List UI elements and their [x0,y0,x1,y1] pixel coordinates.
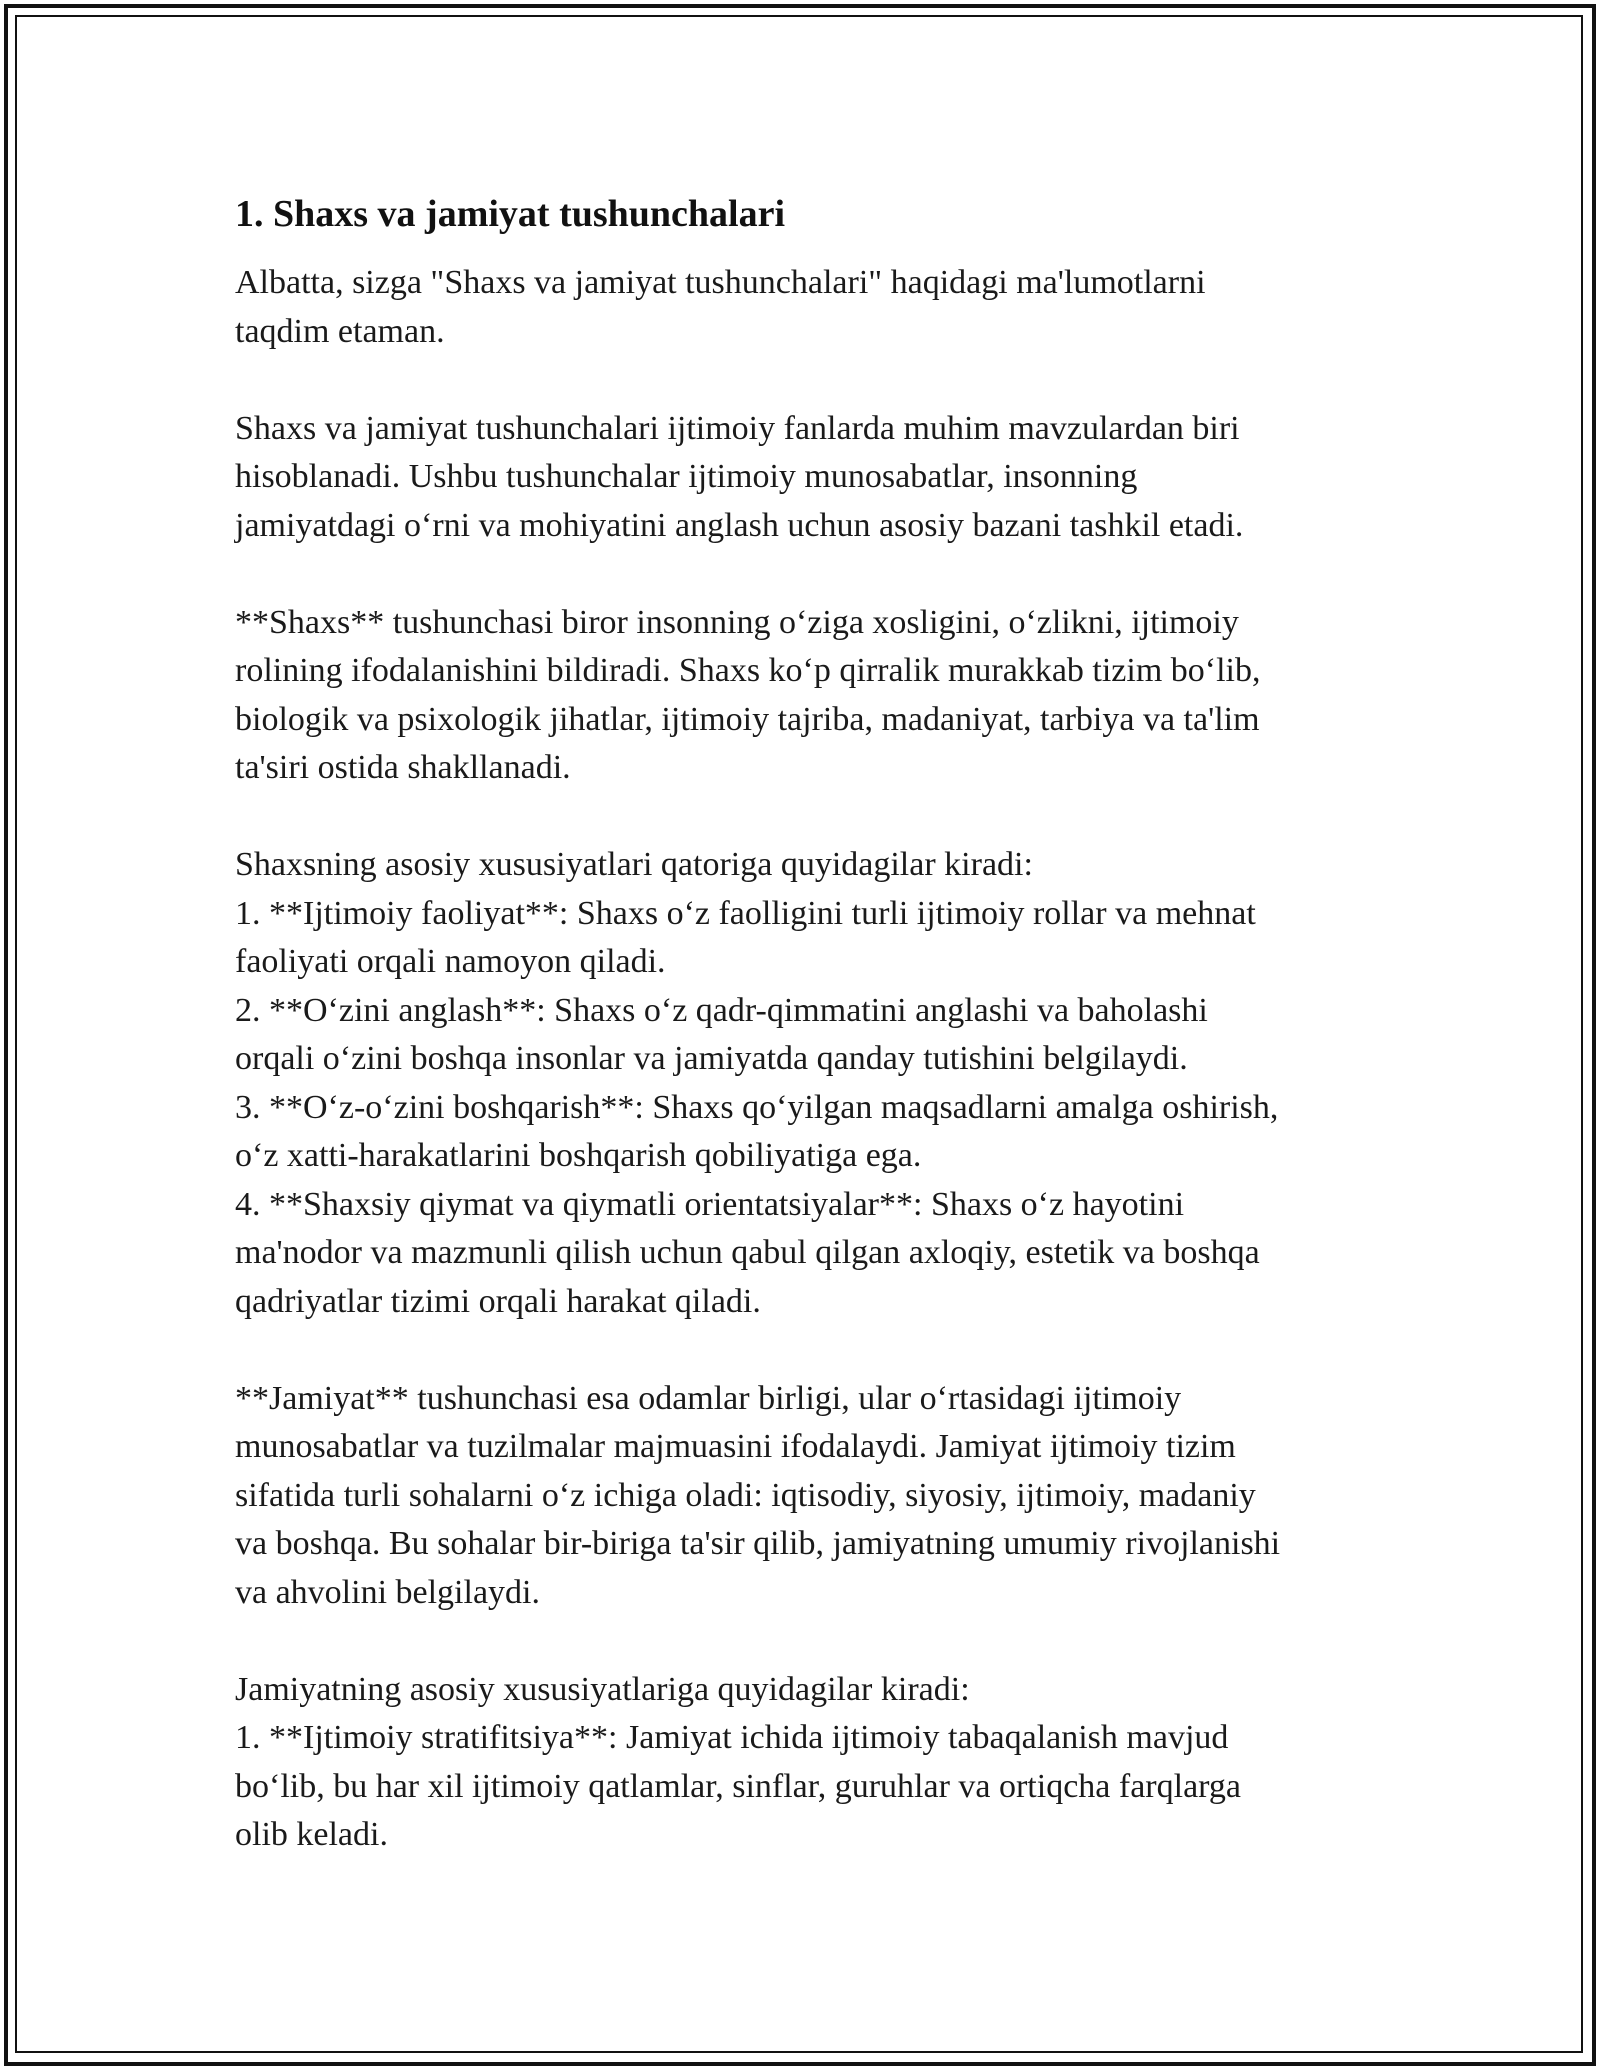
text-line: 1. **Ijtimoiy stratifitsiya**: Jamiyat ichida ijtimoiy tabaqalanish mavjud [235,1719,1229,1756]
text-line: Albatta, sizga "Shaxs va jamiyat tushunchalari" haqidagi ma'lumotlarni [235,264,1206,301]
text-line: ma'nodor va mazmunli qilish uchun qabul qilgan axloqiy, estetik va boshqa [235,1234,1260,1271]
paragraph [235,1666,1385,1860]
paragraph [235,1375,1385,1618]
paragraph [235,405,1385,551]
text-line: orqali o‘zini boshqa insonlar va jamiyatda qanday tutishini belgilaydi. [235,1040,1188,1077]
text-line: Shaxsning asosiy xususiyatlari qatoriga quyidagilar kiradi: [235,846,1033,883]
text-line: qadriyatlar tizimi orqali harakat qiladi. [235,1282,761,1320]
text-line: 1. **Ijtimoiy faoliyat**: Shaxs o‘z faolligini turli ijtimoiy rollar va mehnat [235,894,1256,932]
text-line: jamiyatdagi o‘rni va mohiyatini anglash uchun asosiy bazani tashkil etadi. [235,506,1244,544]
text-line: Jamiyatning asosiy xususiyatlariga quyidagilar kiradi: [235,1670,970,1708]
paragraph-gap [235,793,1385,842]
text-line: **Shaxs** tushunchasi biror insonning o‘ziga xosligini, o‘zlikni, ijtimoiy [235,603,1239,641]
text-line: bo‘lib, bu har xil ijtimoiy qatlamlar, sinflar, guruhlar va ortiqcha farqlarga [235,1767,1241,1805]
text-line: olib keladi. [235,1816,388,1853]
text-line: Shaxs va jamiyat tushunchalari ijtimoiy fanlarda muhim mavzulardan biri [235,409,1240,447]
document-title: 1. Shaxs va jamiyat tushunchalari [235,193,786,235]
text-line: 2. **O‘zini anglash**: Shaxs o‘z qadr-qimmatini anglashi va baholashi [235,991,1208,1029]
text-line: sifatida turli sohalarni o‘z ichiga oladi: iqtisodiy, siyosiy, ijtimoiy, madaniy [235,1476,1256,1514]
text-line: o‘z xatti-harakatlarini boshqarish qobiliyatiga ega. [235,1137,922,1174]
text-line: va boshqa. Bu sohalar bir-biriga ta'sir qilib, jamiyatning umumiy rivojlanishi [235,1525,1281,1562]
text-line: munosabatlar va tuzilmalar majmuasini ifodalaydi. Jamiyat ijtimoiy tizim [235,1428,1236,1465]
paragraph [235,841,1385,1326]
text-line: **Jamiyat** tushunchasi esa odamlar birligi, ular o‘rtasidagi ijtimoiy [235,1379,1182,1417]
text-line: faoliyati orqali namoyon qiladi. [235,943,666,980]
text-line: va ahvolini belgilaydi. [235,1573,540,1611]
text-line: rolining ifodalanishini bildiradi. Shaxs ko‘p qirralik murakkab tizim bo‘lib, [235,652,1261,689]
document-body [235,185,1385,1860]
paragraph-gap [235,1617,1385,1666]
paragraph [235,259,1385,356]
text-line: ta'siri ostida shakllanadi. [235,749,571,786]
text-line: biologik va psixologik jihatlar, ijtimoiy tajriba, madaniyat, tarbiya va ta'lim [235,700,1260,738]
text-line: taqdim etaman. [235,312,445,350]
text-line: 4. **Shaxsiy qiymat va qiymatli orientatsiyalar**: Shaxs o‘z hayotini [235,1185,1185,1223]
document-paragraphs [235,259,1385,1860]
paragraph-gap [235,550,1385,599]
text-line: hisoblanadi. Ushbu tushunchalar ijtimoiy munosabatlar, insonning [235,458,1138,495]
paragraph-gap [235,356,1385,405]
text-line: 3. **O‘z-o‘zini boshqarish**: Shaxs qo‘yilgan maqsadlarni amalga oshirish, [235,1088,1279,1126]
paragraph-gap [235,1326,1385,1375]
paragraph [235,599,1385,793]
